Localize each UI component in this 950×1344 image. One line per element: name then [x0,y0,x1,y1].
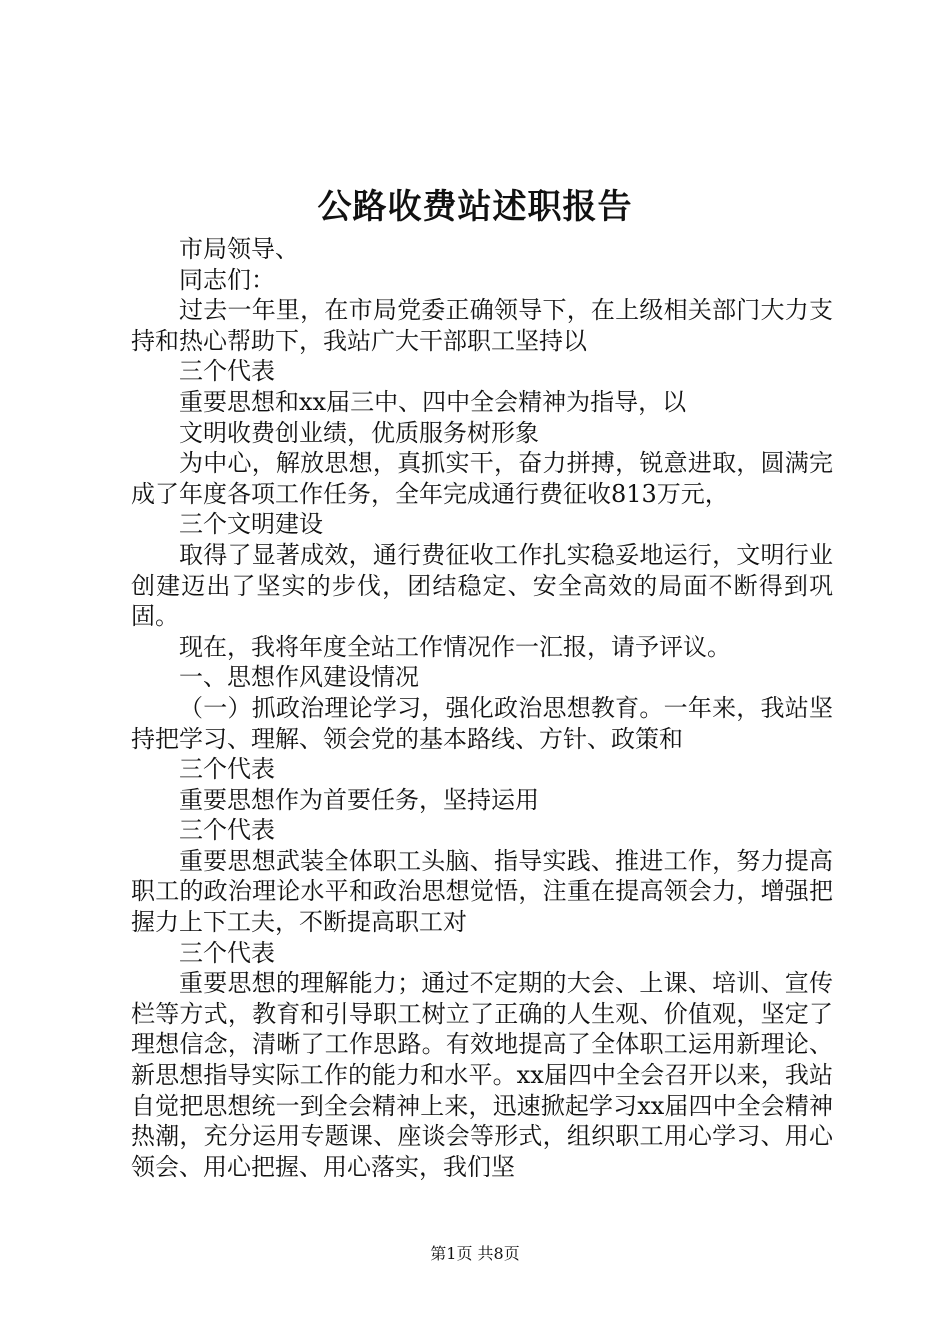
section-heading: 一、思想作风建设情况 [179,663,419,692]
paragraph: 三个代表 [179,938,275,967]
document-title: 公路收费站述职报告 [317,187,633,227]
paragraph: 过去一年里，在市局党委正确领导下，在上级相关部门大力支持和热心帮助下，我站广大干部职工坚持以 [131,296,833,355]
document-body [131,234,833,1182]
paragraph: 为中心，解放思想，真抓实干，奋力拼搏，锐意进取，圆满完成了年度各项工作任务，全年完成通行费征收813万元， [131,449,833,508]
paragraph: （一）抓政治理论学习，强化政治思想教育。一年来，我站坚持把学习、理解、领会党的基本路线、方针、政策和 [131,693,833,753]
paragraph: 现在，我将年度全站工作情况作一汇报，请予评议。 [179,632,731,661]
paragraph: 三个代表 [179,755,275,784]
paragraph: 取得了显著成效，通行费征收工作扎实稳妥地运行，文明行业创建迈出了坚实的步伐，团结稳定、安全高效的局面不断得到巩固。 [131,540,833,631]
paragraph: 重要思想武装全体职工头脑、指导实践、推进工作，努力提高职工的政治理论水平和政治思想觉悟，注重在提高领会力，增强把握力上下工夫，不断提高职工对 [131,846,833,937]
paragraph: 三个文明建设 [179,510,323,539]
paragraph: 文明收费创业绩，优质服务树形象 [179,418,539,447]
paragraph: 三个代表 [179,816,275,845]
paragraph: 重要思想和xx届三中、四中全会精神为指导，以 [179,387,687,416]
page-footer: 第1页 共8页 [430,1244,520,1263]
paragraph: 市局领导、 [179,235,299,263]
paragraph: 三个代表 [179,357,275,386]
paragraph: 重要思想作为首要任务，坚持运用 [179,785,539,814]
paragraph: 同志们： [179,265,275,294]
paragraph: 重要思想的理解能力；通过不定期的大会、上课、培训、宣传栏等方式，教育和引导职工树立了正确的人生观、价值观，坚定了理想信念，清晰了工作思路。有效地提高了全体职工运用新理论、新思想指导实际工作的能力和水平。xx届四中全会召开以来，我站自觉把思想统一到全会精神上来，迅速掀起学习xx届四中全会精神热潮，充分运用专题课、座谈会等形式，组织职工用心学习、用心领会、用心把握、用心落实，我们坚 [131,969,833,1181]
